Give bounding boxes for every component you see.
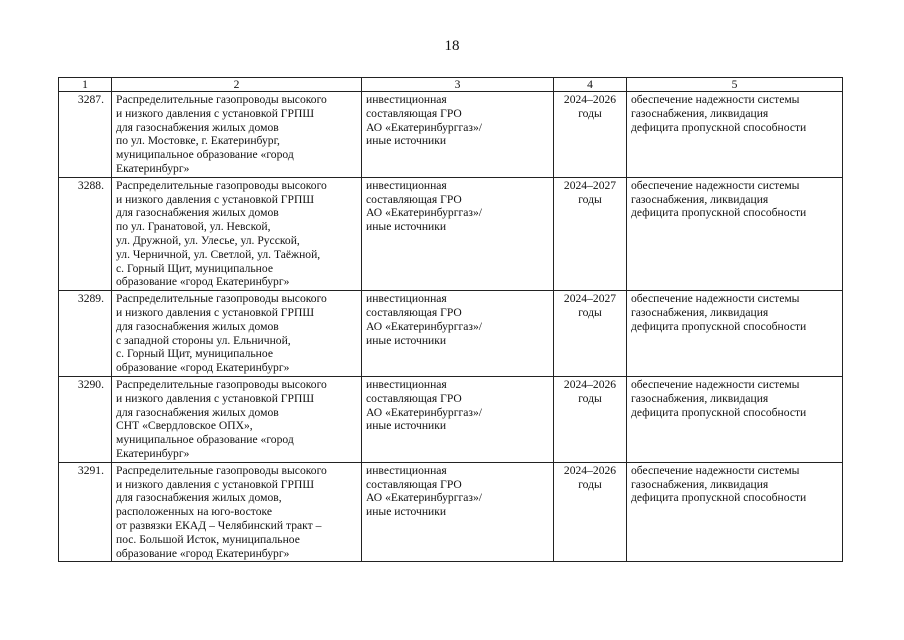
period: 2024–2026 годы bbox=[554, 376, 627, 462]
funding-source: инвестиционная составляющая ГРО АО «Екатеринбурггаз»/ иные источники bbox=[362, 92, 554, 178]
purpose: обеспечение надежности системы газоснабжения, ликвидация дефицита пропускной способности bbox=[627, 376, 843, 462]
purpose: обеспечение надежности системы газоснабжения, ликвидация дефицита пропускной способности bbox=[627, 177, 843, 290]
row-number: 3290. bbox=[59, 376, 112, 462]
purpose: обеспечение надежности системы газоснабжения, ликвидация дефицита пропускной способности bbox=[627, 92, 843, 178]
object-name: Распределительные газопроводы высокого и низкого давления с установкой ГРПШ для газоснабжения жилых домов, расположенных на юго-востоке от развязки ЕКАД – Челябинский тракт – пос. Большой Исток, муниципальное образование «город Екатеринбург» bbox=[112, 462, 362, 562]
purpose: обеспечение надежности системы газоснабжения, ликвидация дефицита пропускной способности bbox=[627, 291, 843, 377]
table-row bbox=[59, 376, 843, 462]
column-header: 4 bbox=[554, 78, 627, 92]
document-table bbox=[58, 77, 843, 562]
period: 2024–2027 годы bbox=[554, 177, 627, 290]
table-row bbox=[59, 92, 843, 178]
column-header: 3 bbox=[362, 78, 554, 92]
row-number: 3291. bbox=[59, 462, 112, 562]
object-name: Распределительные газопроводы высокого и низкого давления с установкой ГРПШ для газоснабжения жилых домов с западной стороны ул. Ельничной, с. Горный Щит, муниципальное образование «город Екатеринбург» bbox=[112, 291, 362, 377]
table-row bbox=[59, 177, 843, 290]
table-header-row bbox=[59, 78, 843, 92]
funding-source: инвестиционная составляющая ГРО АО «Екатеринбурггаз»/ иные источники bbox=[362, 462, 554, 562]
funding-source: инвестиционная составляющая ГРО АО «Екатеринбурггаз»/ иные источники bbox=[362, 177, 554, 290]
column-header: 1 bbox=[59, 78, 112, 92]
purpose: обеспечение надежности системы газоснабжения, ликвидация дефицита пропускной способности bbox=[627, 462, 843, 562]
object-name: Распределительные газопроводы высокого и низкого давления с установкой ГРПШ для газоснабжения жилых домов СНТ «Свердловское ОПХ», муниципальное образование «город Екатеринбург» bbox=[112, 376, 362, 462]
table-row bbox=[59, 291, 843, 377]
object-name: Распределительные газопроводы высокого и низкого давления с установкой ГРПШ для газоснабжения жилых домов по ул. Мостовке, г. Екатеринбург, муниципальное образование «город Екатеринбург» bbox=[112, 92, 362, 178]
funding-source: инвестиционная составляющая ГРО АО «Екатеринбурггаз»/ иные источники bbox=[362, 376, 554, 462]
column-header: 5 bbox=[627, 78, 843, 92]
funding-source: инвестиционная составляющая ГРО АО «Екатеринбурггаз»/ иные источники bbox=[362, 291, 554, 377]
row-number: 3287. bbox=[59, 92, 112, 178]
period: 2024–2026 годы bbox=[554, 462, 627, 562]
page-number: 18 bbox=[444, 38, 460, 54]
object-name: Распределительные газопроводы высокого и низкого давления с установкой ГРПШ для газоснабжения жилых домов по ул. Гранатовой, ул. Невской, ул. Дружной, ул. Улесье, ул. Русской, ул. Черничной, ул. Светлой, ул. Таёжной, с. Горный Щит, муниципальное образование «город Екатеринбург» bbox=[112, 177, 362, 290]
row-number: 3288. bbox=[59, 177, 112, 290]
period: 2024–2026 годы bbox=[554, 92, 627, 178]
column-header: 2 bbox=[112, 78, 362, 92]
period: 2024–2027 годы bbox=[554, 291, 627, 377]
row-number: 3289. bbox=[59, 291, 112, 377]
table-row bbox=[59, 462, 843, 562]
